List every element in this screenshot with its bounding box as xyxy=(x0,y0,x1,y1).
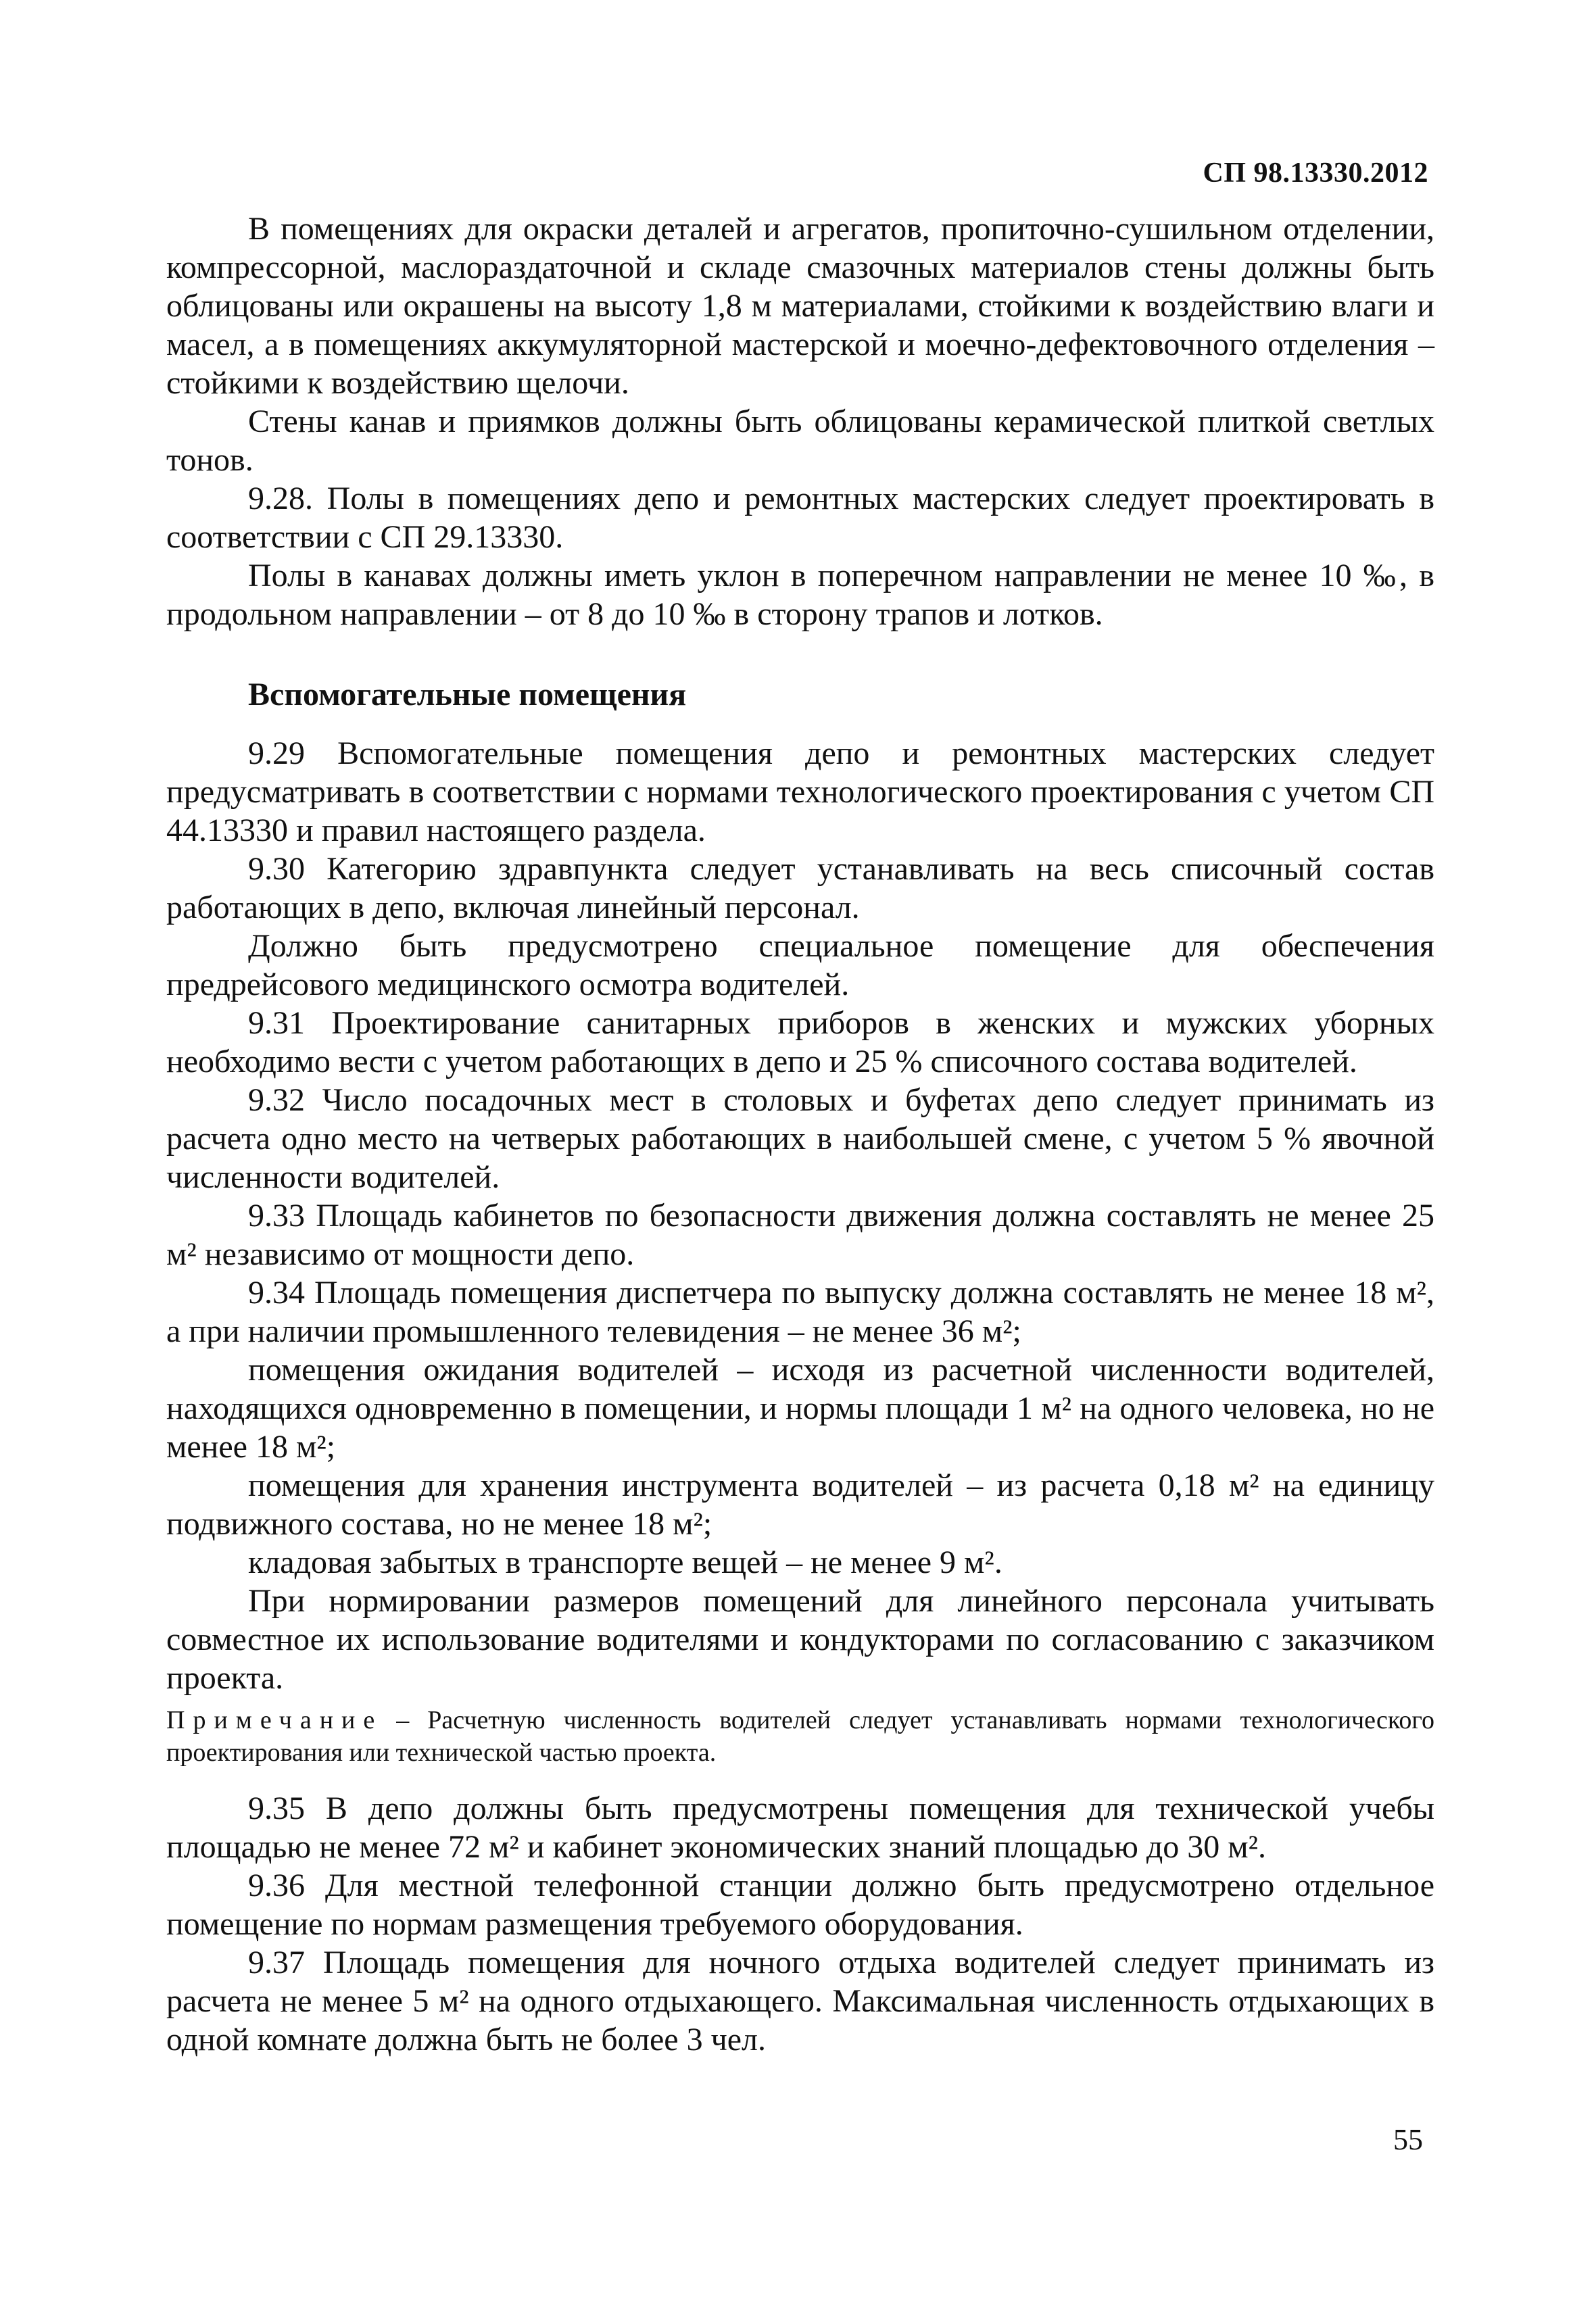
paragraph-tool-storage: помещения для хранения инструмента водителей – из расчета 0,18 м² на единицу подвижного состава, но не менее 18 м²; xyxy=(166,1467,1434,1542)
paragraph-waiting-room: помещения ожидания водителей – исходя из расчетной численности водителей, находящихся одновременно в помещении, и нормы площади 1 м² на одного человека, но не менее 18 м²; xyxy=(166,1352,1434,1465)
paragraph-pit-walls: Стены канав и приямков должны быть облицованы керамической плиткой светлых тонов. xyxy=(166,404,1434,478)
paragraph-line-staff: При нормировании размеров помещений для линейного персонала учитывать совместное их использование водителями и кондукторами по согласованию с заказчиком проекта. xyxy=(166,1583,1434,1696)
note-label: Примечание xyxy=(166,1706,383,1734)
paragraph-9-30: 9.30 Категорию здравпункта следует устанавливать на весь списочный состав работающих в депо, включая линейный персонал. xyxy=(166,851,1434,925)
paragraph-9-32: 9.32 Число посадочных мест в столовых и буфетах депо следует принимать из расчета одно место на четверых работающих в наибольшей смене, с учетом 5 % явочной численности водителей. xyxy=(166,1082,1434,1195)
paragraph-medical-room: Должно быть предусмотрено специальное помещение для обеспечения предрейсового медицинского осмотра водителей. xyxy=(166,928,1434,1002)
paragraph-9-31: 9.31 Проектирование санитарных приборов в женских и мужских уборных необходимо вести с учетом работающих в депо и 25 % списочного состава водителей. xyxy=(166,1005,1434,1079)
paragraph-lost-items: кладовая забытых в транспорте вещей – не менее 9 м². xyxy=(248,1544,1002,1580)
paragraph-9-35: 9.35 В депо должны быть предусмотрены помещения для технической учебы площадью не менее 72 м² и кабинет экономических знаний площадью до 30 м². xyxy=(166,1790,1434,1865)
page-number: 55 xyxy=(1393,2123,1423,2156)
paragraph-9-29: 9.29 Вспомогательные помещения депо и ремонтных мастерских следует предусматривать в соответствии с нормами технологического проектирования с учетом СП 44.13330 и правил настоящего раздела. xyxy=(166,735,1434,848)
paragraph-9-34: 9.34 Площадь помещения диспетчера по выпуску должна составлять не менее 18 м², а при наличии промышленного телевидения – не менее 36 м²; xyxy=(166,1275,1434,1349)
paragraph-floor-slope: Полы в канавах должны иметь уклон в поперечном направлении не менее 10 ‰, в продольном направлении – от 8 до 10 ‰ в сторону трапов и лотков. xyxy=(166,558,1434,632)
paragraph-wall-finishing: В помещениях для окраски деталей и агрегатов, пропиточно-сушильном отделении, компрессорной, маслораздаточной и складе смазочных материалов стены должны быть облицованы или окрашены на высоту 1,8 м материалами, стойкими к воздействию влаги и масел, а в помещениях аккумуляторной мастерской и моечно-дефектовочного отделения – стойкими к воздействию щелочи. xyxy=(166,211,1434,401)
paragraph-9-36: 9.36 Для местной телефонной станции должно быть предусмотрено отдельное помещение по нормам размещения требуемого оборудования. xyxy=(166,1868,1434,1942)
note-text: – Расчетную численность водителей следует устанавливать нормами технологического проектирования или технической частью проекта. xyxy=(166,1706,1434,1767)
paragraph-9-37: 9.37 Площадь помещения для ночного отдыха водителей следует принимать из расчета не менее 5 м² на одного отдыхающего. Максимальная численность отдыхающих в одной комнате должна быть не более 3 чел. xyxy=(166,1945,1434,2057)
note-block xyxy=(166,1704,1434,1769)
paragraph-9-28: 9.28. Полы в помещениях депо и ремонтных мастерских следует проектировать в соответствии с СП 29.13330. xyxy=(166,481,1434,555)
section-heading: Вспомогательные помещения xyxy=(248,677,687,712)
paragraph-9-33: 9.33 Площадь кабинетов по безопасности движения должна составлять не менее 25 м² независимо от мощности депо. xyxy=(166,1198,1434,1272)
document-body xyxy=(166,210,1434,2059)
document-code-header: СП 98.13330.2012 xyxy=(1203,157,1428,189)
